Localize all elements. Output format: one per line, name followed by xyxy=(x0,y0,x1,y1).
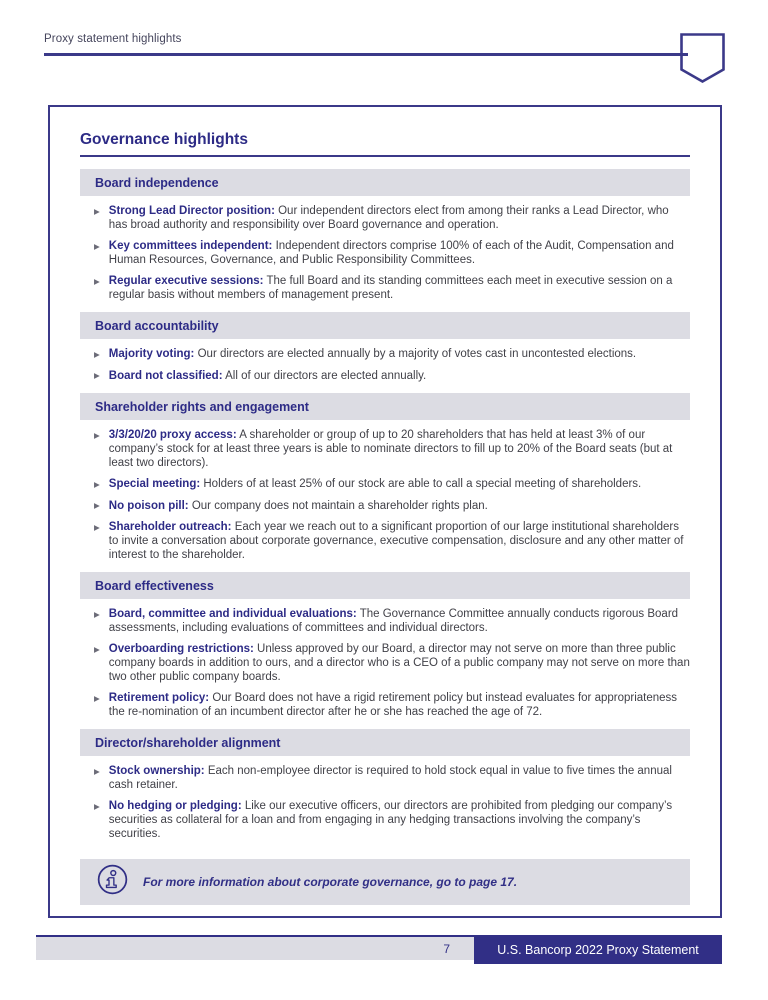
bullet-lead: Board, committee and individual evaluations: xyxy=(108,608,357,620)
bullet-lead: Strong Lead Director position: xyxy=(108,205,275,217)
section-heading: Board accountability xyxy=(80,312,690,339)
bullet-lead: Special meeting: xyxy=(108,478,201,490)
section-board-independence xyxy=(80,169,690,302)
governance-highlights-box xyxy=(48,105,722,918)
list-item xyxy=(94,799,690,841)
bullet-lead: Shareholder outreach: xyxy=(108,521,232,533)
list-item xyxy=(94,691,690,719)
list-item xyxy=(94,642,690,684)
bullet-text: Our Board does not have a rigid retirement policy but instead evaluates for appropriateness the re-nomination of an incumbent director after he or she has reached the age of 72. xyxy=(108,692,678,718)
page-title: Governance highlights xyxy=(80,131,690,157)
bullet-text: All of our directors are elected annually. xyxy=(225,369,427,382)
bullet-text: Holders of at least 25% of our stock are able to call a special meeting of shareholders. xyxy=(203,478,642,490)
bullet-arrow-icon: ▶ xyxy=(94,371,100,380)
bullet-text: Our company does not maintain a shareholder rights plan. xyxy=(191,499,488,512)
bullet-text: Unless approved by our Board, a director may not serve on more than three public company boards in addition to ours, and a director who is a CEO of a public company may not serve on more than two other public company boards. xyxy=(108,643,690,683)
bullet-lead: Majority voting: xyxy=(108,348,195,360)
bullet-lead: 3/3/20/20 proxy access: xyxy=(108,429,237,441)
list-item xyxy=(94,607,690,635)
list-item xyxy=(94,274,690,302)
list-item xyxy=(94,499,690,514)
bullet-text: Each year we reach out to a significant proportion of our large institutional shareholders to invite a conversation about corporate governance, executive compensation, disclosure and any other matter of interest to the shareholder. xyxy=(108,521,684,561)
section-heading: Director/shareholder alignment xyxy=(80,729,690,756)
page-number: 7 xyxy=(443,941,450,956)
section-heading: Board effectiveness xyxy=(80,572,690,599)
bullet-text: The Governance Committee annually conducts rigorous Board assessments, including evaluations of committees and individual directors. xyxy=(108,608,679,634)
bullet-arrow-icon: ▶ xyxy=(94,349,100,359)
footer-page-number-bar xyxy=(36,935,474,960)
bullet-lead: Overboarding restrictions: xyxy=(108,643,254,655)
list-item xyxy=(94,764,690,792)
footer-statement-label: U.S. Bancorp 2022 Proxy Statement xyxy=(497,942,699,957)
list-item xyxy=(94,477,690,492)
section-board-accountability xyxy=(80,312,690,383)
list-item xyxy=(94,520,690,562)
info-note-text: For more information about corporate governance, go to page 17. xyxy=(143,875,518,889)
bullet-arrow-icon: ▶ xyxy=(94,241,100,251)
section-board-effectiveness xyxy=(80,572,690,719)
bullet-arrow-icon: ▶ xyxy=(94,479,100,489)
usbancorp-shield-icon xyxy=(679,31,726,89)
bullet-text: Independent directors comprise 100% of each of the Audit, Compensation and Human Resources, Governance, and Public Responsibility Committees. xyxy=(108,240,674,266)
list-item xyxy=(94,347,690,362)
breadcrumb: Proxy statement highlights xyxy=(44,33,182,45)
list-item xyxy=(94,428,690,470)
bullet-arrow-icon: ▶ xyxy=(94,206,100,216)
list-item xyxy=(94,239,690,267)
bullet-arrow-icon: ▶ xyxy=(94,609,100,619)
bullet-lead: No poison pill: xyxy=(108,499,189,512)
bullet-lead: Board not classified: xyxy=(108,369,223,382)
bullet-text: Like our executive officers, our directors are prohibited from pledging our company’s securities as collateral for a loan and from engaging in any hedging transactions involving the company’s securities. xyxy=(108,800,673,840)
bullet-arrow-icon: ▶ xyxy=(94,693,100,703)
section-heading: Board independence xyxy=(80,169,690,196)
bullet-arrow-icon: ▶ xyxy=(94,430,100,440)
header-rule xyxy=(44,53,688,56)
bullet-lead: Regular executive sessions: xyxy=(108,275,264,287)
section-director-shareholder-alignment xyxy=(80,729,690,841)
section-shareholder-rights xyxy=(80,393,690,562)
bullet-lead: Retirement policy: xyxy=(108,692,210,704)
bullet-arrow-icon: ▶ xyxy=(94,501,100,510)
bullet-lead: No hedging or pledging: xyxy=(108,800,242,812)
bullet-text: Our independent directors elect from among their ranks a Lead Director, who has broad authority and responsibility over Board governance and operation. xyxy=(108,205,669,231)
bullet-arrow-icon: ▶ xyxy=(94,644,100,654)
bullet-text: Our directors are elected annually by a majority of votes cast in uncontested elections. xyxy=(197,348,637,360)
info-note-bar xyxy=(80,859,690,905)
bullet-text: A shareholder or group of up to 20 shareholders that has held at least 3% of our company’s stock for at least three years is able to nominate directors to fill up to 20% of the Board seats (but at least two directors). xyxy=(108,429,673,469)
bullet-arrow-icon: ▶ xyxy=(94,276,100,286)
bullet-arrow-icon: ▶ xyxy=(94,766,100,776)
info-icon xyxy=(97,864,128,900)
bullet-text: The full Board and its standing committees each meet in executive session on a regular basis without members of management present. xyxy=(108,275,673,301)
list-item xyxy=(94,204,690,232)
footer-statement-bar xyxy=(474,935,722,964)
bullet-lead: Stock ownership: xyxy=(108,765,205,777)
bullet-lead: Key committees independent: xyxy=(108,240,273,252)
list-item xyxy=(94,369,690,384)
bullet-text: Each non-employee director is required to hold stock equal in value to five times the annual cash retainer. xyxy=(108,765,672,791)
bullet-arrow-icon: ▶ xyxy=(94,522,100,532)
bullet-arrow-icon: ▶ xyxy=(94,801,100,811)
section-heading: Shareholder rights and engagement xyxy=(80,393,690,420)
